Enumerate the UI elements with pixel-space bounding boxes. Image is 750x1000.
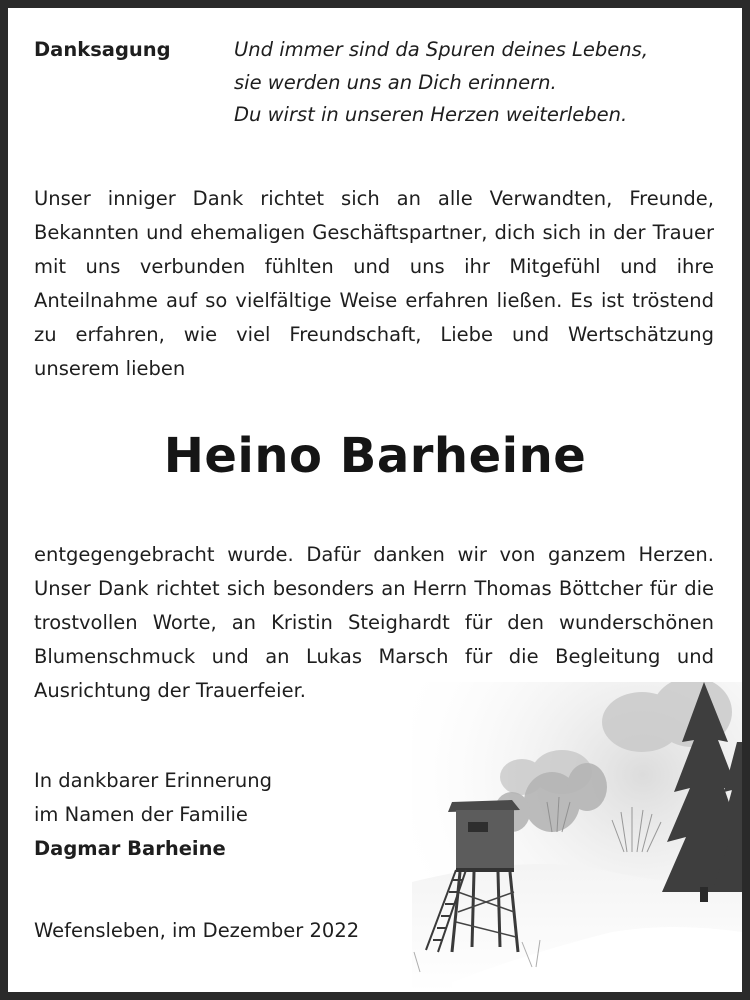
place-date: Wefensleben, im Dezember 2022 bbox=[34, 919, 360, 942]
closing-line: In dankbarer Erinnerung bbox=[34, 769, 272, 792]
deceased-name: Heino Barheine bbox=[163, 428, 587, 484]
closing-block bbox=[34, 764, 272, 866]
thanks-paragraph-2: entgegengebracht wurde. Dafür danken wir von ganzem Herzen. Unser Dank richtet sich besonders an Herrn Thomas Böttcher für die trostvollen Worte, an Kristin Steighardt für den wunderschönen Blumenschmuck und an Lukas Marsch für die Begleitung und Ausrichtung der Trauerfeier. bbox=[34, 543, 714, 702]
motto-line: Du wirst in unseren Herzen weiterleben. bbox=[234, 103, 628, 126]
motto-line: Und immer sind da Spuren deines Lebens, bbox=[234, 38, 649, 61]
signer-name: Dagmar Barheine bbox=[34, 837, 226, 860]
thanks-paragraph-1: Unser inniger Dank richtet sich an alle Verwandten, Freunde, Bekannten und ehemaligen Geschäftspartner, dich sich in der Trauer mit uns verbunden fühlten und uns ihr Mitgefühl und ihre Anteilnahme auf so vielfältige Weise erfahren ließen. Es ist tröstend zu erfahren, wie viel Freundschaft, Liebe und Wertschätzung unserem lieben bbox=[34, 187, 714, 380]
heading-danksagung: Danksagung bbox=[34, 38, 171, 61]
winter-landscape-hunting-stand-image bbox=[412, 682, 742, 992]
closing-line: im Namen der Familie bbox=[34, 803, 248, 826]
motto-verse bbox=[234, 34, 648, 132]
obituary-card bbox=[8, 8, 742, 992]
motto-line: sie werden uns an Dich erinnern. bbox=[234, 70, 557, 94]
